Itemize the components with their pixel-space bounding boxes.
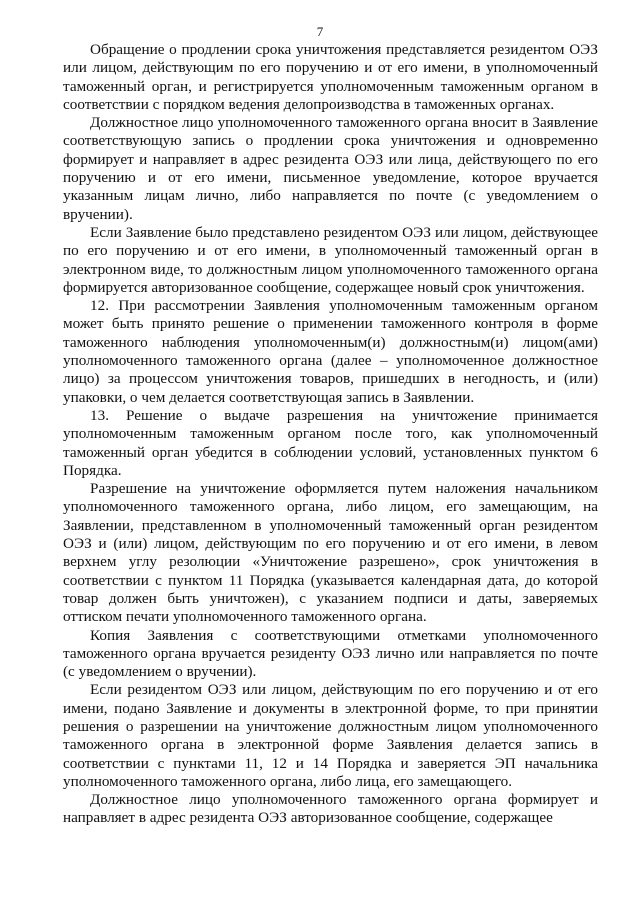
paragraph-electronic-extension: Если Заявление было представлено резидентом ОЭЗ или лицом, действующее по его поручению и от его имени, в уполномоченный таможенный орган в электронном виде, то должностным лицом уполномоченного таможенного органа формируется авторизованное сообщение, содержащее новый срок уничтожения. <box>63 223 598 296</box>
paragraph-item-13: 13. Решение о выдаче разрешения на уничтожение принимается уполномоченным таможенным органом после того, как уполномоченный таможенный орган убедится в соблюдении условий, установленных пунктом 6 Порядка. <box>63 406 598 479</box>
paragraph-electronic-decision: Если резидентом ОЭЗ или лицом, действующим по его поручению и от его имени, подано Заявление и документы в электронной форме, то при принятии решения о разрешении на уничтожение должностным лицом уполномоченного таможенного органа в электронной форме Заявления делается запись в соответствии с пунктами 11, 12 и 14 Порядка и заверяется ЭП начальника уполномоченного таможенного органа, либо лица, его замещающего. <box>63 681 598 790</box>
paragraph-copy-delivery: Копия Заявления с соответствующими отметками уполномоченного таможенного органа вручается резиденту ОЭЗ лично или направляется по почте (с уведомлением о вручении). <box>63 626 598 681</box>
paragraph-officer-entry: Должностное лицо уполномоченного таможенного органа вносит в Заявление соответствующую запись о продлении срока уничтожения и одновременно формирует и направляет в адрес резидента ОЭЗ или лица, действующего по его поручению и от его имени, письменное уведомление, которое вручается указанным лицам лично, либо направляется по почте (с уведомлением о вручении). <box>63 114 598 223</box>
document-body <box>63 41 598 828</box>
paragraph-extension-request: Обращение о продлении срока уничтожения представляется резидентом ОЭЗ или лицом, действующим по его поручению и от его имени, в уполномоченный таможенный орган, и регистрируется уполномоченным таможенным органом в соответствии с порядком ведения делопроизводства в таможенных органах. <box>63 41 598 113</box>
paragraph-authorized-message: Должностное лицо уполномоченного таможенного органа формирует и направляет в адрес резидента ОЭЗ авторизованное сообщение, содержащее <box>63 791 598 827</box>
paragraph-permission-resolution: Разрешение на уничтожение оформляется путем наложения начальником уполномоченного таможенного органа, либо лицом, его замещающим, на Заявлении, представленном в уполномоченный таможенный орган резидентом ОЭЗ и (или) лицом, действующим по его поручению и от его имени, в левом верхнем углу резолюции «Уничтожение разрешено», срок уничтожения в соответствии с пунктом 11 Порядка (указывается календарная дата, до которой товар должен быть уничтожен), с указанием подписи и даты, заверяемых оттиском печати уполномоченного таможенного органа. <box>63 480 598 626</box>
page-number: 7 <box>316 24 324 39</box>
paragraph-item-12: 12. При рассмотрении Заявления уполномоченным таможенным органом может быть принято решение о применении таможенного контроля в форме таможенного наблюдения уполномоченным(и) должностным(и) лицом(ами) уполномоченного таможенного органа (далее – уполномоченное должностное лицо) за процессом уничтожения товаров, пришедших в негодность, и (или) упаковки, о чем делается соответствующая запись в Заявлении. <box>63 297 598 406</box>
